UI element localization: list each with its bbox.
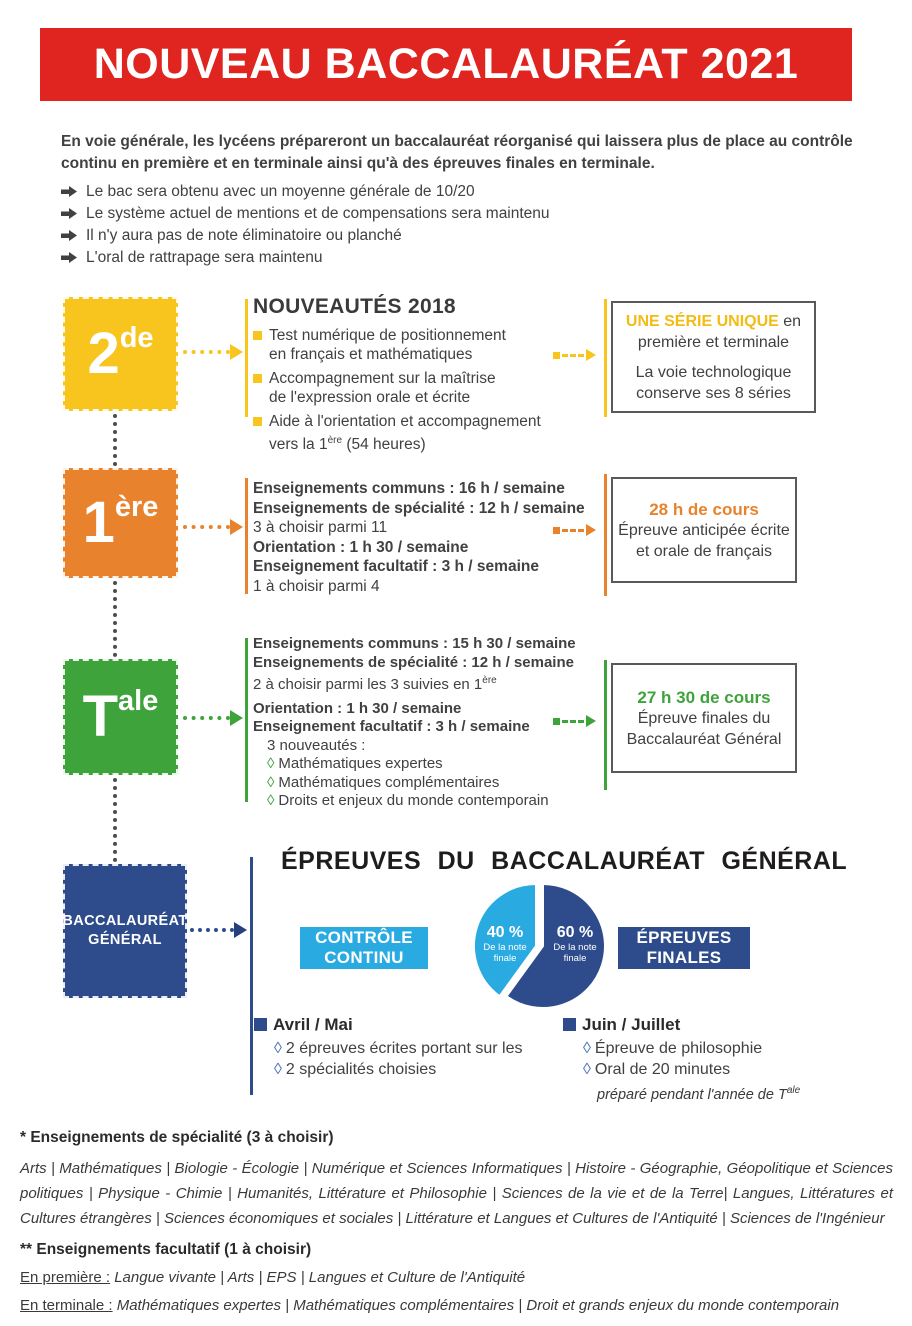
pie-value: 60 % bbox=[556, 924, 594, 941]
premiere-content bbox=[253, 479, 593, 596]
footnote-inline: préparé pendant l'année de $T^{ale}$ bbox=[597, 1085, 801, 1103]
timeline-connector bbox=[113, 414, 117, 466]
stage-badge-premiere bbox=[63, 468, 178, 578]
list-item: ◊ Droits et enjeux du monde contemporain bbox=[267, 792, 549, 809]
footnote-heading: * Enseignements de spécialité (3 à choisir) bbox=[20, 1129, 334, 1146]
diamond-bullet-icon: ◊ bbox=[583, 1040, 591, 1057]
schedule-line: 2 à choisir parmi les 3 suivies en 1ère bbox=[253, 675, 497, 693]
footnote-values: Langue vivante | Arts | EPS | Langues et Culture de l'Antiquité bbox=[110, 1269, 526, 1286]
column-heading bbox=[563, 1014, 883, 1035]
schedule-line: Enseignements de spécialité : 12 h / semaine bbox=[253, 653, 574, 671]
square-bullet-icon bbox=[254, 1018, 267, 1031]
box-highlight: 27 h 30 de cours bbox=[637, 687, 771, 707]
box-line: première et terminale bbox=[637, 333, 790, 351]
stage-badge-baccalaureat bbox=[63, 864, 187, 998]
schedule-line: 1 à choisir parmi 4 bbox=[253, 577, 380, 595]
avril-mai-column bbox=[254, 1014, 554, 1080]
list-item: ◊ Mathématiques expertes bbox=[267, 755, 443, 772]
accent-line bbox=[604, 474, 607, 596]
header-banner bbox=[40, 28, 852, 101]
item-text: Accompagnement sur la maîtrise de l'expression orale et écrite bbox=[269, 370, 496, 406]
controle-continu-badge bbox=[300, 927, 428, 969]
pie-value: 40 % bbox=[486, 924, 524, 941]
list-item: ◊ Mathématiques complémentaires bbox=[267, 773, 500, 791]
square-bullet-icon bbox=[253, 374, 262, 383]
footnote-line bbox=[20, 1297, 893, 1314]
box-line: Baccalauréat Général bbox=[626, 730, 782, 748]
schedule-line: 3 nouveautés : bbox=[267, 736, 366, 754]
section-title: ÉPREUVES DU BACCALAURÉAT GÉNÉRAL bbox=[281, 847, 848, 875]
list-item: ◊ Oral de 20 minutes bbox=[583, 1061, 731, 1078]
arrow-right-icon bbox=[61, 251, 78, 264]
schedule-line: 3 à choisir parmi 11 bbox=[253, 519, 388, 536]
list-item bbox=[61, 248, 761, 267]
diamond-bullet-icon: ◊ bbox=[274, 1061, 282, 1078]
accent-line bbox=[250, 857, 253, 1095]
timeline-connector bbox=[113, 778, 117, 862]
box-line: Épreuve finales du bbox=[637, 709, 771, 727]
pie-label-60 bbox=[544, 924, 606, 964]
intro-paragraph: En voie générale, les lycéens prépareront un baccalauréat réorganisé qui laissera plus de place au contrôle continu en première et en terminale ainsi qu'à des épreuves finales en terminale. bbox=[61, 133, 853, 172]
schedule-line: Enseignement facultatif : 3 h / semaine bbox=[253, 718, 530, 735]
schedule-line: Enseignements de spécialité : 12 h / semaine bbox=[253, 499, 585, 517]
diamond-bullet-icon: ◊ bbox=[267, 755, 275, 772]
footnote-label: En première : bbox=[20, 1269, 111, 1286]
footnote-label: En terminale : bbox=[20, 1297, 113, 1314]
schedule-line: Orientation : 1 h 30 / semaine bbox=[253, 538, 469, 556]
stage-label-sup: de bbox=[119, 321, 154, 354]
accent-line bbox=[245, 478, 248, 594]
badge-line: ÉPREUVES bbox=[636, 928, 732, 947]
accent-line bbox=[604, 299, 607, 417]
arrow-right-icon bbox=[61, 207, 78, 220]
square-bullet-icon bbox=[253, 331, 262, 340]
stage-label: BACCALAURÉAT bbox=[62, 913, 188, 929]
stage-label-sup: ère bbox=[114, 490, 159, 523]
heading-text: Avril / Mai bbox=[273, 1015, 353, 1034]
box-highlight: 28 h de cours bbox=[649, 499, 759, 519]
diamond-bullet-icon: ◊ bbox=[267, 792, 275, 809]
pie-sublabel: finale bbox=[563, 953, 587, 964]
diamond-bullet-icon: ◊ bbox=[274, 1040, 282, 1057]
key-points-list bbox=[61, 182, 761, 270]
stage-label: GÉNÉRAL bbox=[88, 932, 162, 948]
mini-dashed-arrow-icon bbox=[553, 349, 596, 361]
key-point-text: Le bac sera obtenu avec un moyenne générale de 10/20 bbox=[86, 183, 475, 200]
box-line: Épreuve anticipée écrite bbox=[618, 521, 790, 539]
heading-text: Juin / Juillet bbox=[582, 1015, 681, 1034]
list-item bbox=[61, 204, 761, 223]
list-item: ◊ 2 spécialités choisies bbox=[274, 1061, 437, 1078]
list-item bbox=[253, 326, 558, 364]
badge-line: CONTINU bbox=[324, 948, 404, 967]
schedule-line: Enseignement facultatif : 3 h / semaine bbox=[253, 558, 539, 575]
pie-label-40 bbox=[474, 924, 536, 964]
box-line: et orale de français bbox=[635, 542, 773, 560]
box-line: conserve ses 8 séries bbox=[636, 384, 791, 402]
diamond-bullet-icon: ◊ bbox=[583, 1061, 591, 1078]
column-heading bbox=[254, 1014, 554, 1035]
stage-label: T bbox=[82, 684, 119, 749]
stage-label: 2 bbox=[87, 321, 120, 386]
footnote-list: Arts | Mathématiques | Biologie - Écologie | Numérique et Sciences Informatiques | Histoire - Géographie, Géopolitique et Sciences politiques | Physique - Chimie | Humanités, Littérature et Philosophie | Sciences de la vie et de la Terre| Langues, Littératures et Cultures étrangères | Sciences économiques et sociales | Littérature et Langues et Cultures de l'Antiquité | Sciences de l'Ingénieur bbox=[20, 1160, 893, 1227]
mini-dashed-arrow-icon bbox=[553, 715, 596, 727]
footnote-line bbox=[20, 1269, 893, 1286]
stage-badge-seconde bbox=[63, 297, 178, 411]
footnote-heading: ** Enseignements facultatif (1 à choisir) bbox=[20, 1241, 312, 1258]
epreuves-finales-badge bbox=[618, 927, 750, 969]
page-title: NOUVEAU BACCALAURÉAT 2021 bbox=[93, 40, 799, 88]
seconde-content bbox=[253, 295, 558, 459]
stage-label-sup: ale bbox=[118, 684, 159, 717]
badge-line: FINALES bbox=[646, 948, 722, 967]
terminale-info-box bbox=[611, 663, 797, 773]
box-line: La voie technologique bbox=[635, 363, 792, 381]
diamond-bullet-icon: ◊ bbox=[267, 773, 275, 791]
square-bullet-icon bbox=[253, 417, 262, 426]
square-bullet-icon bbox=[563, 1018, 576, 1031]
list-item bbox=[253, 412, 558, 454]
footnote-values: Mathématiques expertes | Mathématiques complémentaires | Droit et grands enjeux du monde contemporain bbox=[112, 1297, 840, 1314]
section-title: NOUVEAUTÉS 2018 bbox=[253, 295, 456, 318]
box-line: UNE SÉRIE UNIQUE en bbox=[625, 312, 802, 330]
item-text: Aide à l'orientation et accompagnement vers la 1ère (54 heures) bbox=[269, 413, 541, 454]
list-item bbox=[61, 182, 761, 201]
badge-line: CONTRÔLE bbox=[315, 928, 413, 947]
premiere-info-box bbox=[611, 477, 797, 583]
list-item bbox=[61, 226, 761, 245]
schedule-line: Enseignements communs : 16 h / semaine bbox=[253, 480, 565, 497]
key-point-text: Il n'y aura pas de note éliminatoire ou planché bbox=[86, 227, 402, 244]
stage-label: 1 bbox=[82, 490, 115, 555]
seconde-info-box bbox=[611, 301, 816, 413]
list-item: ◊ 2 épreuves écrites portant sur les bbox=[274, 1040, 523, 1057]
list-item: ◊ Épreuve de philosophie bbox=[583, 1040, 763, 1057]
stage-badge-terminale bbox=[63, 659, 178, 775]
pie-chart bbox=[470, 878, 610, 1014]
mini-dashed-arrow-icon bbox=[553, 524, 596, 536]
pie-sublabel: De la note bbox=[483, 942, 527, 953]
schedule-line: Orientation : 1 h 30 / semaine bbox=[253, 699, 462, 717]
list-item bbox=[253, 369, 558, 407]
schedule-line: Enseignements communs : 15 h 30 / semaine bbox=[253, 635, 576, 652]
pie-sublabel: De la note bbox=[553, 942, 597, 953]
item-text: Test numérique de positionnement en français et mathématiques bbox=[269, 327, 506, 363]
arrow-right-icon bbox=[61, 185, 78, 198]
arrow-right-icon bbox=[61, 229, 78, 242]
accent-line bbox=[245, 638, 248, 802]
key-point-text: Le système actuel de mentions et de compensations sera maintenu bbox=[86, 205, 550, 222]
juin-juillet-column bbox=[563, 1014, 883, 1106]
pie-sublabel: finale bbox=[493, 953, 517, 964]
timeline-connector bbox=[113, 581, 117, 657]
key-point-text: L'oral de rattrapage sera maintenu bbox=[86, 249, 323, 266]
terminale-content bbox=[253, 635, 603, 811]
accent-line bbox=[245, 299, 248, 417]
accent-line bbox=[604, 660, 607, 790]
